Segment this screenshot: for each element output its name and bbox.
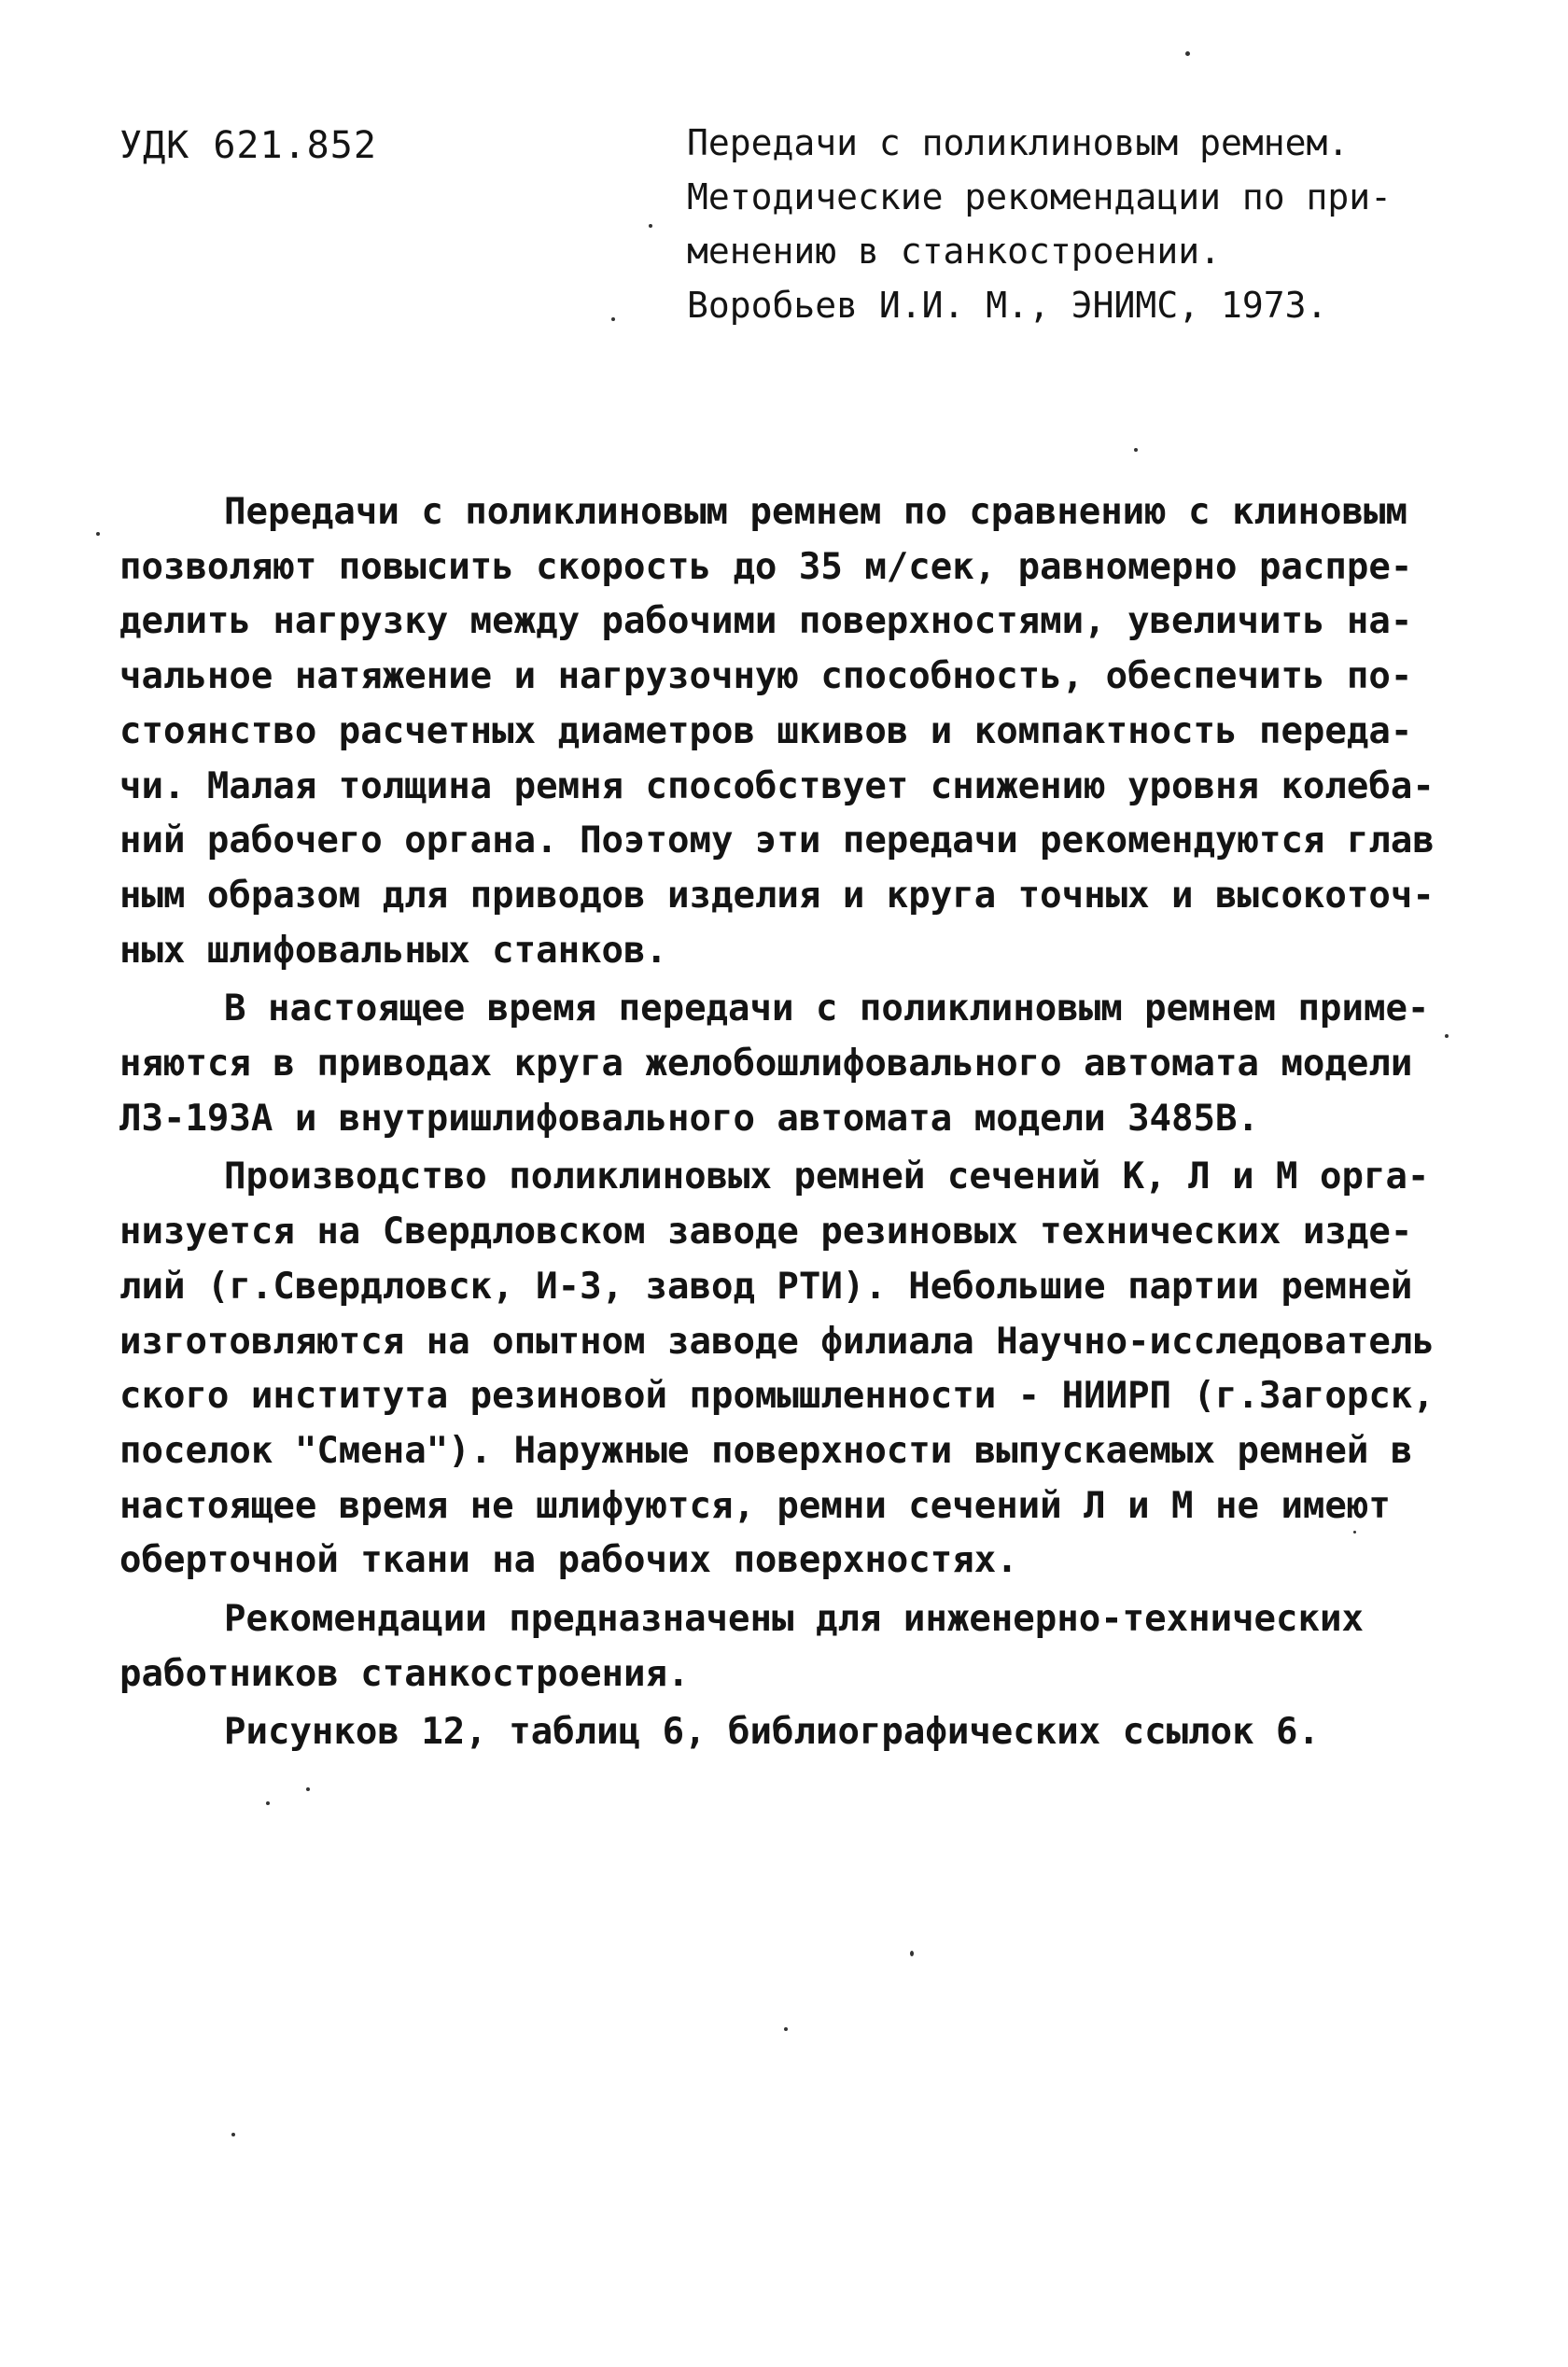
paragraph-applications: [119, 982, 1430, 1146]
text-line: стоянство расчетных диаметров шкивов и компактность переда-: [119, 709, 1413, 752]
scan-speck: [910, 1951, 914, 1956]
text-line: ным образом для приводов изделия и круга точных и высокоточ-: [119, 874, 1435, 917]
text-line: Рекомендации предназначены для инженерно-технических: [224, 1598, 1364, 1641]
text-line: изготовляются на опытном заводе филиала Научно-исследователь: [119, 1320, 1435, 1363]
text-line: ных шлифовальных станков.: [119, 929, 667, 972]
scan-speck: [649, 224, 652, 228]
bibliographic-reference: [687, 116, 1434, 332]
text-line: чальное натяжение и нагрузочную способность, обеспечить по-: [119, 655, 1413, 698]
scan-speck: [1445, 1034, 1449, 1038]
reference-line: Воробьев И.И. М., ЭНИМС, 1973.: [687, 285, 1328, 326]
paragraph-production: [119, 1150, 1435, 1589]
scan-speck: [1353, 1531, 1356, 1534]
paragraph-audience: [119, 1592, 1417, 1702]
text-line: чи. Малая толщина ремня способствует снижению уровня колеба-: [119, 764, 1435, 807]
text-line: настоящее время не шлифуются, ремни сечений Л и М не имеют: [119, 1484, 1391, 1527]
scan-speck: [266, 1801, 270, 1805]
paragraph-counts: [119, 1705, 1417, 1760]
text-line: В настоящее время передачи с поликлиновым ремнем приме-: [224, 987, 1430, 1030]
reference-line: Методические рекомендации по при-: [687, 176, 1392, 217]
abstract-text: [119, 485, 1435, 1764]
text-line: ний рабочего органа. Поэтому эти передачи рекомендуются глав: [119, 819, 1435, 862]
udk-code: УДК 621.852: [119, 124, 377, 167]
scan-speck: [1185, 51, 1190, 56]
reference-line: менению в станкостроении.: [687, 231, 1221, 272]
scan-speck: [784, 2027, 788, 2031]
scan-speck: [1134, 448, 1138, 452]
text-line: позволяют повысить скорость до 35 м/сек, равномерно распре-: [119, 545, 1413, 588]
scan-speck: [231, 2133, 235, 2136]
text-line: ского института резиновой промышленности - НИИРП (г.Загорск,: [119, 1375, 1435, 1418]
paragraph-advantages: [119, 485, 1435, 978]
text-line: няются в приводах круга желобошлифовального автомата модели: [119, 1043, 1413, 1085]
scan-speck: [306, 1787, 310, 1791]
text-line: низуется на Свердловском заводе резиновых технических изде-: [119, 1211, 1413, 1254]
text-line: делить нагрузку между рабочими поверхностями, увеличить на-: [119, 600, 1413, 643]
text-line: оберточной ткани на рабочих поверхностях.: [119, 1539, 1018, 1582]
reference-line: Передачи с поликлиновым ремнем.: [687, 122, 1350, 163]
text-line: поселок "Смена"). Наружные поверхности выпускаемых ремней в: [119, 1429, 1413, 1472]
scan-speck: [611, 317, 615, 321]
text-line: работников станкостроения.: [119, 1652, 690, 1695]
text-line: Рисунков 12, таблиц 6, библиографических ссылок 6.: [224, 1711, 1320, 1754]
scan-speck: [96, 532, 100, 536]
text-line: Производство поликлиновых ремней сечений К, Л и М орга-: [224, 1155, 1430, 1198]
text-line: Передачи с поликлиновым ремнем по сравнению с клиновым: [224, 491, 1407, 533]
text-line: лий (г.Свердловск, И-3, завод РТИ). Небольшие партии ремней: [119, 1265, 1413, 1308]
text-line: ЛЗ-193А и внутришлифовального автомата модели 3485В.: [119, 1097, 1259, 1140]
